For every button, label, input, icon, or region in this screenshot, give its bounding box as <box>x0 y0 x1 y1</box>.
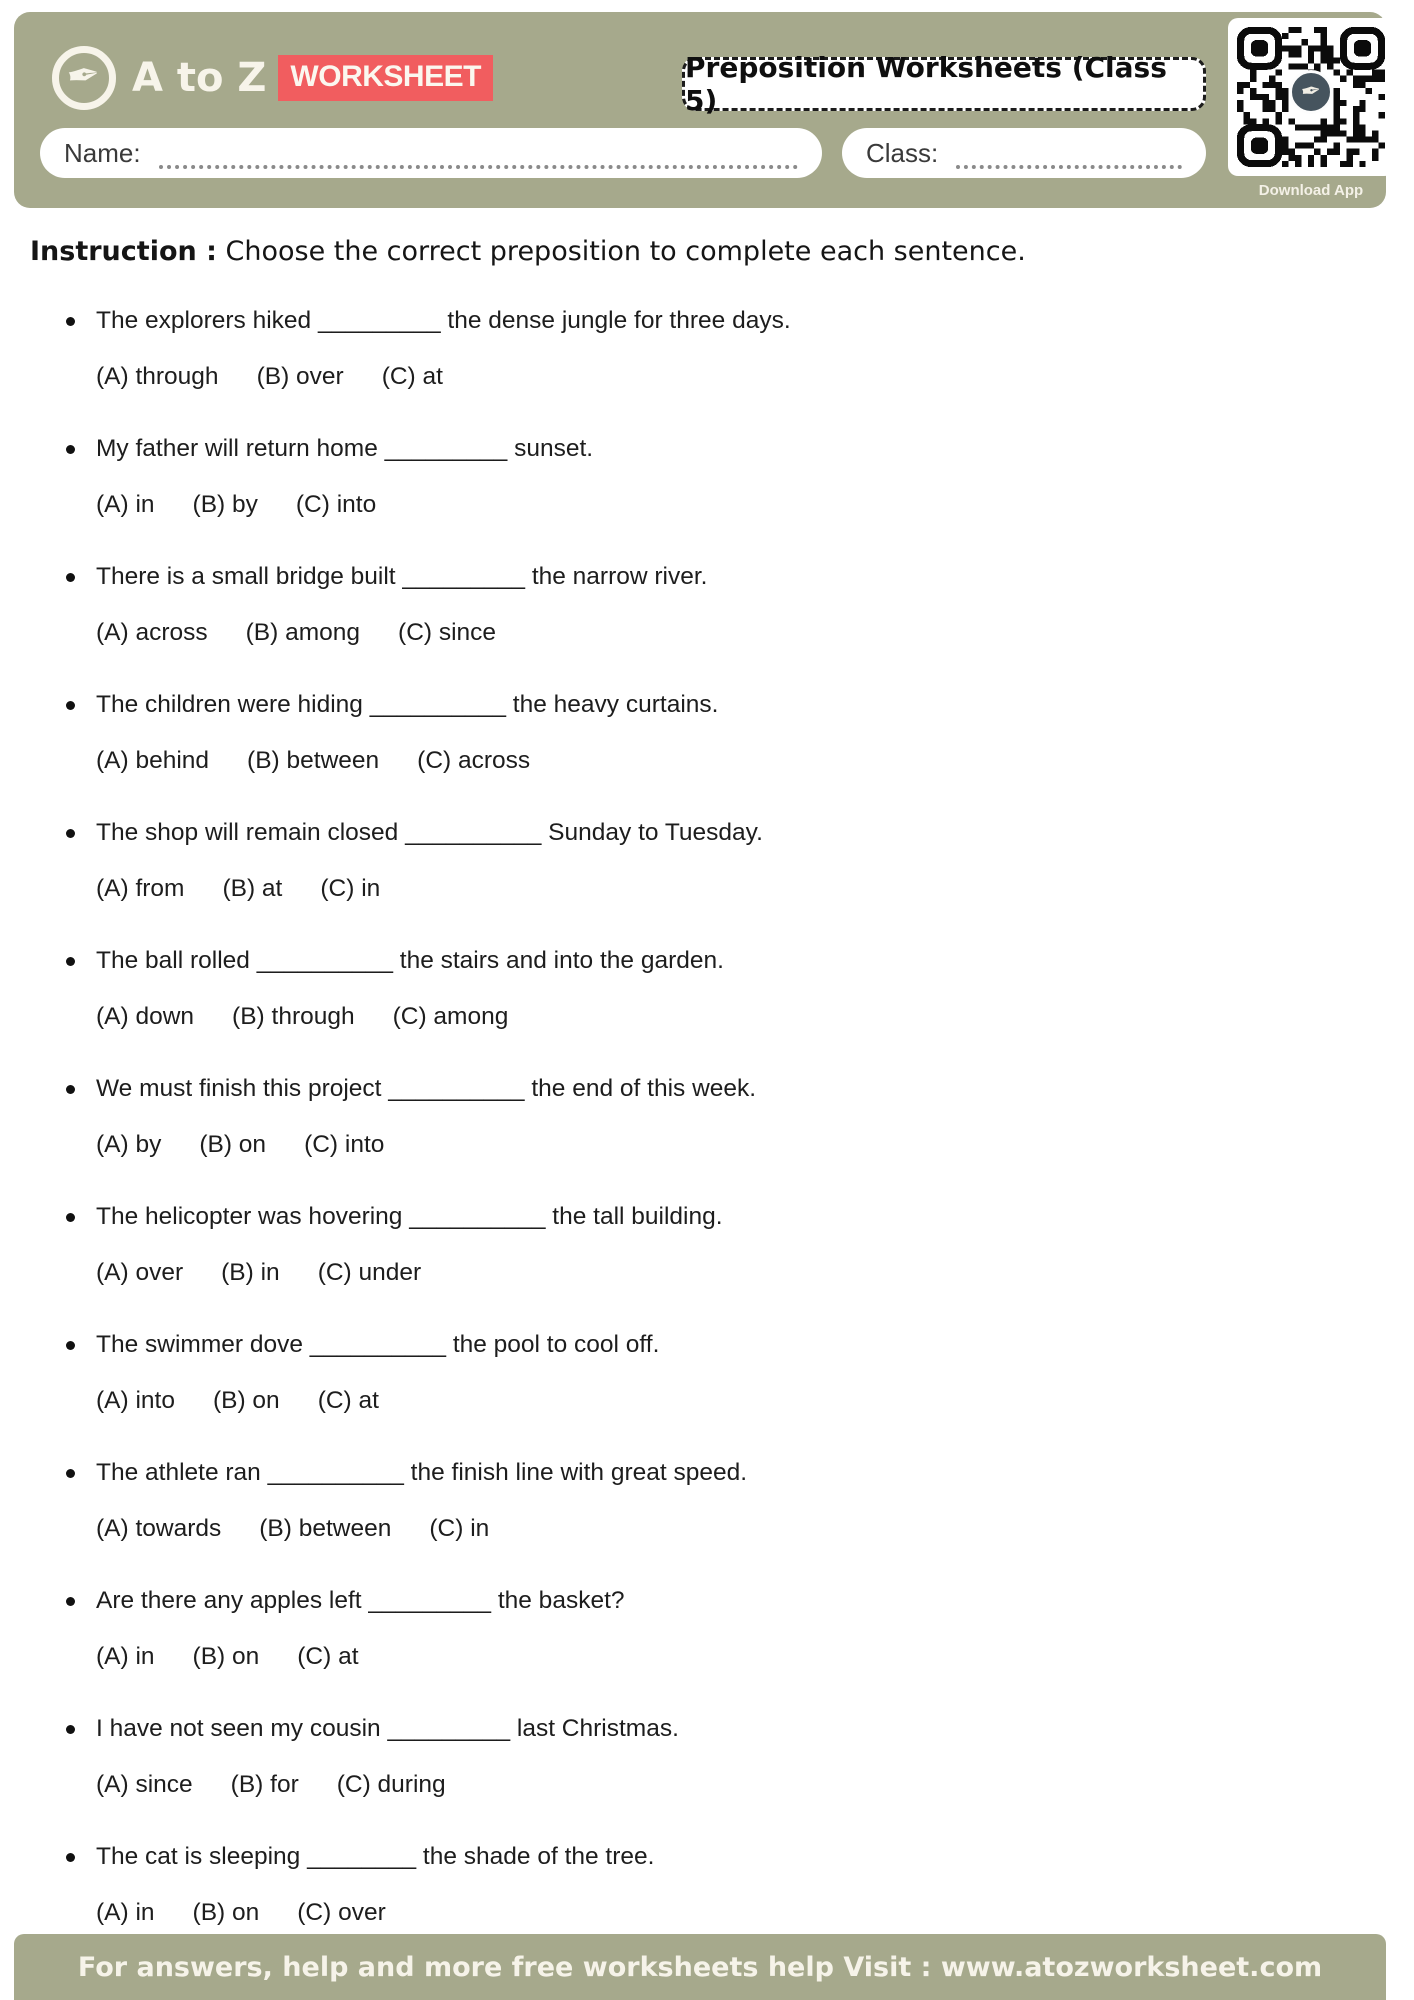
option-item[interactable]: (A) since <box>96 1771 193 1798</box>
qr-center-logo-icon <box>1289 70 1333 114</box>
question-item <box>66 688 1378 778</box>
question-sentence-row <box>66 1712 1378 1746</box>
question-sentence: The helicopter was hovering __________ the tall building. <box>96 1203 723 1230</box>
pen-icon: ✒ <box>1299 76 1323 107</box>
question-item <box>66 816 1378 906</box>
question-sentence-row <box>66 432 1378 466</box>
brand <box>52 46 493 110</box>
question-item <box>66 560 1378 650</box>
question-sentence: Are there any apples left _________ the basket? <box>96 1587 625 1614</box>
question-sentence: The ball rolled __________ the stairs and into the garden. <box>96 947 724 974</box>
option-item[interactable]: (A) in <box>96 491 155 518</box>
bullet-icon <box>66 1597 75 1606</box>
option-item[interactable]: (A) down <box>96 1003 195 1030</box>
question-sentence-row <box>66 1840 1378 1874</box>
option-row <box>96 1896 1378 1930</box>
option-item[interactable]: (B) through <box>232 1003 355 1030</box>
option-item[interactable]: (A) towards <box>96 1515 222 1542</box>
question-sentence-row <box>66 1584 1378 1618</box>
option-row <box>96 488 1378 522</box>
instruction-label: Instruction : <box>30 236 217 267</box>
option-item[interactable]: (B) by <box>192 491 258 518</box>
option-row <box>96 1256 1378 1290</box>
question-sentence: The cat is sleeping ________ the shade of the tree. <box>96 1843 655 1870</box>
question-sentence-row <box>66 1072 1378 1106</box>
class-label: Class: <box>866 137 939 168</box>
question-item <box>66 1456 1378 1546</box>
option-row <box>96 360 1378 394</box>
option-item[interactable]: (B) among <box>245 619 361 646</box>
instruction-text: Choose the correct preposition to complete each sentence. <box>225 236 1026 267</box>
option-item[interactable]: (B) over <box>256 363 344 390</box>
atoz-pen-logo-icon <box>52 46 116 110</box>
option-item[interactable]: (C) among <box>392 1003 509 1030</box>
question-item <box>66 944 1378 1034</box>
option-row <box>96 872 1378 906</box>
option-item[interactable]: (C) during <box>336 1771 446 1798</box>
option-item[interactable]: (A) through <box>96 363 219 390</box>
bullet-icon <box>66 445 75 454</box>
worksheet-title-box <box>682 51 1206 117</box>
name-label: Name: <box>64 137 141 168</box>
question-sentence-row <box>66 304 1378 338</box>
question-sentence: The swimmer dove __________ the pool to cool off. <box>96 1331 660 1358</box>
question-sentence-row <box>66 1200 1378 1234</box>
option-row <box>96 1512 1378 1546</box>
option-item[interactable]: (C) at <box>297 1643 359 1670</box>
question-item <box>66 1584 1378 1674</box>
bullet-icon <box>66 573 75 582</box>
question-item <box>66 304 1378 394</box>
option-item[interactable]: (A) across <box>96 619 208 646</box>
option-item[interactable]: (C) since <box>398 619 497 646</box>
option-item[interactable]: (B) for <box>230 1771 299 1798</box>
question-sentence: My father will return home _________ sunset. <box>96 435 594 462</box>
option-item[interactable]: (B) in <box>221 1259 280 1286</box>
name-input-line[interactable] <box>159 137 798 169</box>
question-sentence: The athlete ran __________ the finish line with great speed. <box>96 1459 748 1486</box>
option-item[interactable]: (C) in <box>320 875 381 902</box>
option-item[interactable]: (A) in <box>96 1643 155 1670</box>
page-title: Preposition Worksheets (Class 5) <box>685 51 1167 117</box>
question-sentence-row <box>66 560 1378 594</box>
option-item[interactable]: (A) over <box>96 1259 184 1286</box>
option-item[interactable]: (A) in <box>96 1899 155 1926</box>
question-item <box>66 432 1378 522</box>
bullet-icon <box>66 1213 75 1222</box>
question-sentence: The explorers hiked _________ the dense jungle for three days. <box>96 307 791 334</box>
option-item[interactable]: (A) by <box>96 1131 162 1158</box>
option-item[interactable]: (B) between <box>259 1515 392 1542</box>
option-item[interactable]: (B) between <box>247 747 380 774</box>
option-item[interactable]: (C) over <box>297 1899 386 1926</box>
question-item <box>66 1712 1378 1802</box>
question-sentence: There is a small bridge built _________ the narrow river. <box>96 563 708 590</box>
bullet-icon <box>66 1853 75 1862</box>
question-sentence: The shop will remain closed __________ Sunday to Tuesday. <box>96 819 763 846</box>
brand-badge: WORKSHEET <box>278 55 493 101</box>
option-item[interactable]: (B) on <box>192 1899 260 1926</box>
option-item[interactable]: (B) at <box>222 875 283 902</box>
footer <box>14 1934 1386 2000</box>
question-sentence-row <box>66 944 1378 978</box>
footer-text: For answers, help and more free worksheets help Visit : www.atozworksheet.com <box>77 1951 1323 1983</box>
question-sentence-row <box>66 1456 1378 1490</box>
qr-code[interactable] <box>1228 18 1394 176</box>
option-item[interactable]: (C) across <box>417 747 531 774</box>
question-item <box>66 1328 1378 1418</box>
option-row <box>96 1000 1378 1034</box>
class-field <box>842 128 1206 178</box>
question-item <box>66 1840 1378 1930</box>
bullet-icon <box>66 701 75 710</box>
name-field <box>40 128 822 178</box>
option-item[interactable]: (B) on <box>212 1387 280 1414</box>
option-item[interactable]: (A) from <box>96 875 185 902</box>
qr-caption: Download App <box>1258 182 1364 199</box>
question-sentence-row <box>66 1328 1378 1362</box>
pen-icon: ✒ <box>64 51 104 101</box>
option-item[interactable]: (C) under <box>317 1259 422 1286</box>
option-row <box>96 616 1378 650</box>
bullet-icon <box>66 829 75 838</box>
option-item[interactable]: (B) on <box>192 1643 260 1670</box>
option-item[interactable]: (C) into <box>304 1131 385 1158</box>
option-item[interactable]: (C) at <box>381 363 443 390</box>
question-sentence: I have not seen my cousin _________ last Christmas. <box>96 1715 679 1742</box>
instruction <box>30 236 1384 267</box>
option-row <box>96 1768 1378 1802</box>
bullet-icon <box>66 317 75 326</box>
option-item[interactable]: (C) at <box>317 1387 379 1414</box>
option-item[interactable]: (B) on <box>199 1131 267 1158</box>
class-input-line[interactable] <box>956 137 1182 169</box>
option-item[interactable]: (A) into <box>96 1387 175 1414</box>
question-sentence: The children were hiding __________ the heavy curtains. <box>96 691 719 718</box>
question-sentence: We must finish this project __________ the end of this week. <box>96 1075 757 1102</box>
bullet-icon <box>66 1085 75 1094</box>
option-item[interactable]: (A) behind <box>96 747 210 774</box>
question-list <box>66 304 1378 1968</box>
bullet-icon <box>66 957 75 966</box>
question-sentence-row <box>66 816 1378 850</box>
option-row <box>96 1384 1378 1418</box>
question-item <box>66 1200 1378 1290</box>
option-row <box>96 1128 1378 1162</box>
bullet-icon <box>66 1469 75 1478</box>
bullet-icon <box>66 1341 75 1350</box>
question-sentence-row <box>66 688 1378 722</box>
option-row <box>96 1640 1378 1674</box>
question-item <box>66 1072 1378 1162</box>
header-band <box>14 12 1386 208</box>
option-row <box>96 744 1378 778</box>
option-item[interactable]: (C) into <box>295 491 377 518</box>
option-item[interactable]: (C) in <box>429 1515 490 1542</box>
bullet-icon <box>66 1725 75 1734</box>
brand-name: A to Z <box>132 55 267 101</box>
